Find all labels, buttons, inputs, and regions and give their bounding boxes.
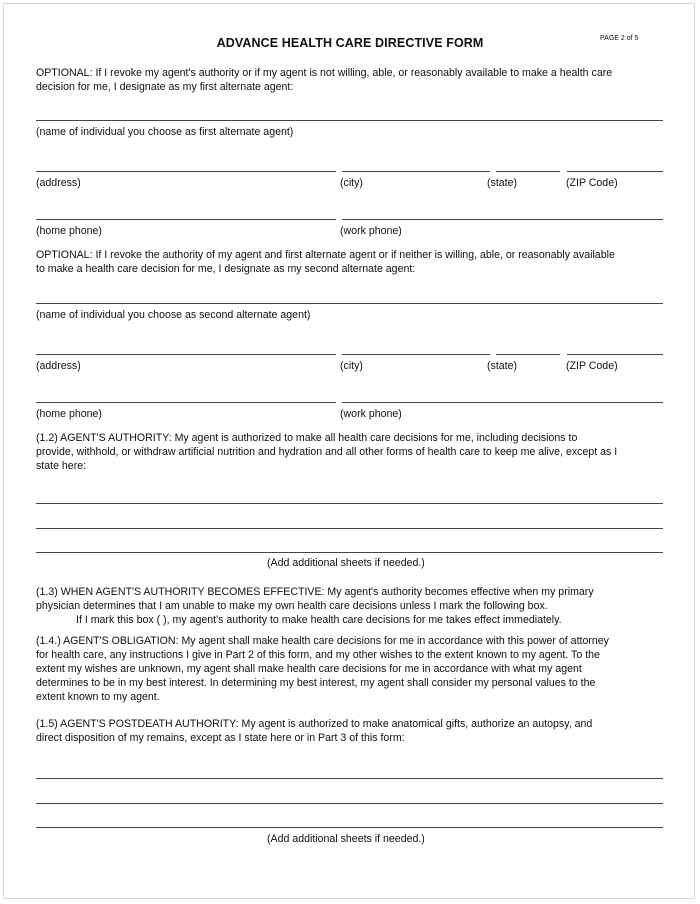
postdeath-exceptions-line-3[interactable] (36, 827, 663, 828)
postdeath-paragraph-line-1: (1.5) AGENT'S POSTDEATH AUTHORITY: My agent is authorized to make anatomical gifts, authorize an autopsy, and (36, 718, 593, 730)
obligation-paragraph-line-2: for health care, any instructions I give in Part 2 of this form, and my other wishes to the extent known to my agent. To the (36, 649, 600, 661)
alt1-city-field[interactable] (342, 171, 490, 172)
alt2-state-label: (state) (487, 360, 518, 372)
authority-exceptions-line-3[interactable] (36, 552, 663, 553)
alt1-name-field[interactable] (36, 120, 663, 121)
authority-exceptions-line-1[interactable] (36, 503, 663, 504)
obligation-paragraph-line-5: extent known to my agent. (36, 691, 160, 703)
postdeath-exceptions-line-1[interactable] (36, 778, 663, 779)
effective-checkbox-statement[interactable]: If I mark this box ( ), my agent's authority to make health care decisions for me takes effect immediately. (76, 614, 562, 626)
alt1-city-label: (city) (340, 177, 363, 189)
alt1-zip-label: (ZIP Code) (566, 177, 618, 189)
page-number: PAGE 2 of 5 (600, 35, 639, 42)
effective-paragraph-line-1: (1.3) WHEN AGENT'S AUTHORITY BECOMES EFFECTIVE: My agent's authority becomes effective when my primary (36, 586, 594, 598)
authority-paragraph-line-2: provide, withhold, or withdraw artificial nutrition and hydration and all other forms of health care to keep me alive, except as I (36, 446, 618, 458)
alt1-zip-field[interactable] (567, 171, 663, 172)
postdeath-exceptions-line-2[interactable] (36, 803, 663, 804)
authority-add-sheets-note: (Add additional sheets if needed.) (267, 557, 425, 569)
alt2-paragraph-line-2: to make a health care decision for me, I designate as my second alternate agent: (36, 263, 416, 275)
alt2-name-label: (name of individual you choose as second alternate agent) (36, 309, 311, 321)
alt1-state-label: (state) (487, 177, 518, 189)
alt2-home-phone-label: (home phone) (36, 408, 102, 420)
alt1-state-field[interactable] (496, 171, 560, 172)
alt1-paragraph-line-2: decision for me, I designate as my first alternate agent: (36, 81, 294, 93)
form-title: ADVANCE HEALTH CARE DIRECTIVE FORM (216, 36, 484, 50)
alt2-zip-field[interactable] (567, 354, 663, 355)
alt2-state-field[interactable] (496, 354, 560, 355)
alt1-work-phone-field[interactable] (342, 219, 663, 220)
alt2-paragraph-line-1: OPTIONAL: If I revoke the authority of my agent and first alternate agent or if neither is willing, able, or reasonably available (36, 249, 615, 261)
obligation-paragraph-line-1: (1.4.) AGENT'S OBLIGATION: My agent shall make health care decisions for me in accordance with this power of attorney (36, 635, 609, 647)
alt1-home-phone-field[interactable] (36, 219, 336, 220)
postdeath-add-sheets-note: (Add additional sheets if needed.) (267, 833, 425, 845)
alt2-address-field[interactable] (36, 354, 336, 355)
effective-paragraph-line-2: physician determines that I am unable to make my own health care decisions unless I mark the following box. (36, 600, 548, 612)
alt2-work-phone-field[interactable] (342, 402, 663, 403)
postdeath-paragraph-line-2: direct disposition of my remains, except as I state here or in Part 3 of this form: (36, 732, 405, 744)
alt2-address-label: (address) (36, 360, 81, 372)
alt2-name-field[interactable] (36, 303, 663, 304)
alt2-zip-label: (ZIP Code) (566, 360, 618, 372)
alt2-home-phone-field[interactable] (36, 402, 336, 403)
authority-paragraph-line-3: state here: (36, 460, 87, 472)
alt1-address-field[interactable] (36, 171, 336, 172)
obligation-paragraph-line-3: extent my wishes are unknown, my agent shall make health care decisions for me in accordance with what my agent (36, 663, 582, 675)
authority-exceptions-line-2[interactable] (36, 528, 663, 529)
obligation-paragraph-line-4: determines to be in my best interest. In determining my best interest, my agent shall consider my personal values to the (36, 677, 596, 689)
authority-paragraph-line-1: (1.2) AGENT'S AUTHORITY: My agent is authorized to make all health care decisions for me, including decisions to (36, 432, 578, 444)
alt1-paragraph-line-1: OPTIONAL: If I revoke my agent's authority or if my agent is not willing, able, or reasonably available to make a health care (36, 67, 613, 79)
alt2-work-phone-label: (work phone) (340, 408, 402, 420)
alt1-name-label: (name of individual you choose as first alternate agent) (36, 126, 294, 138)
alt1-work-phone-label: (work phone) (340, 225, 402, 237)
alt2-city-field[interactable] (342, 354, 490, 355)
alt1-address-label: (address) (36, 177, 81, 189)
alt1-home-phone-label: (home phone) (36, 225, 102, 237)
alt2-city-label: (city) (340, 360, 363, 372)
